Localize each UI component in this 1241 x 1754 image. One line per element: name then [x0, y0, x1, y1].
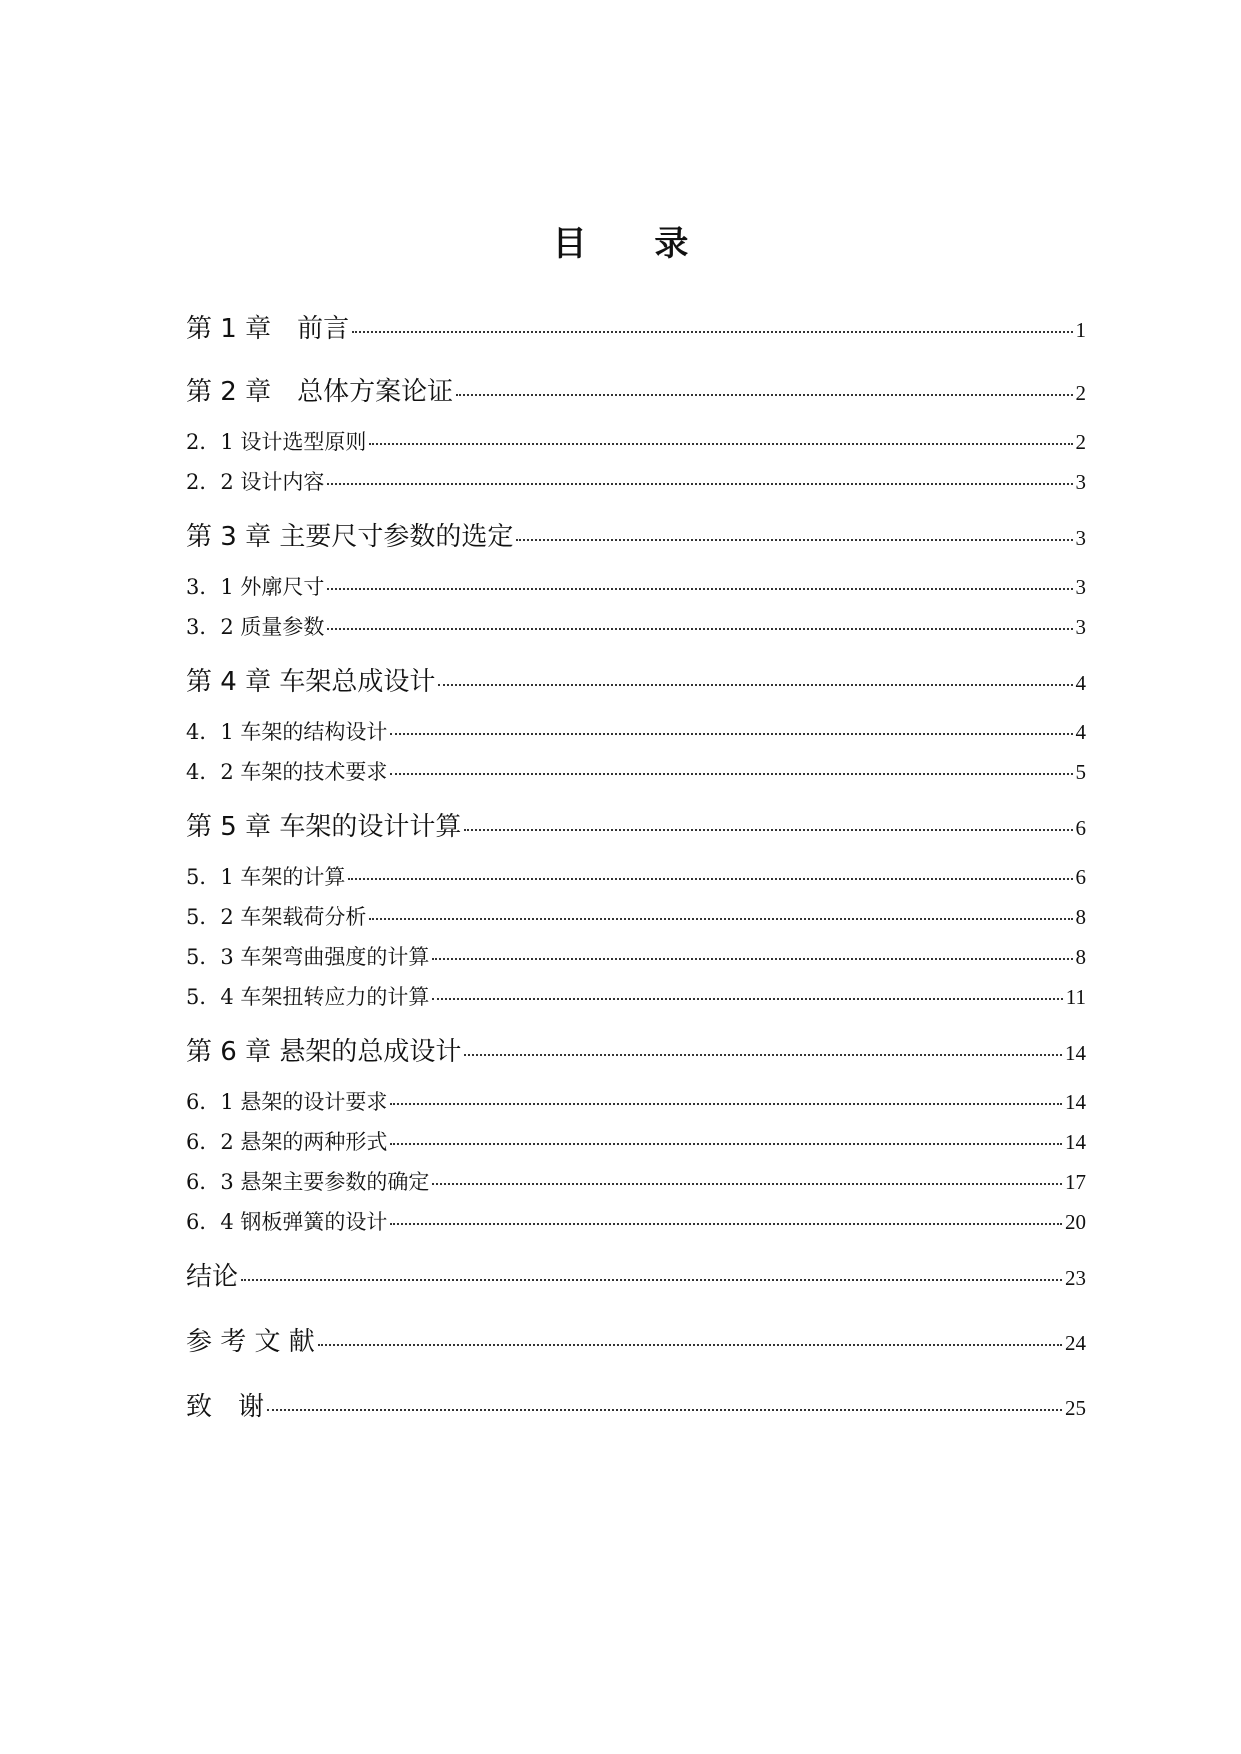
toc-entry-page: 14 — [1065, 1130, 1086, 1154]
leader-dots — [267, 1409, 1062, 1411]
toc-entry-label: 2．2 设计内容 — [186, 470, 325, 494]
leader-dots — [390, 733, 1072, 735]
leader-dots — [390, 1103, 1062, 1105]
leader-dots — [432, 1183, 1062, 1185]
toc-entry-label: 6．3 悬架主要参数的确定 — [186, 1170, 430, 1194]
leader-dots — [438, 684, 1072, 686]
toc-entry-page: 2 — [1075, 430, 1086, 454]
toc-entry-label: 6．4 钢板弹簧的设计 — [186, 1210, 388, 1234]
toc-entry-label: 第 6 章 悬架的总成设计 — [186, 1037, 462, 1067]
toc-entry-page: 3 — [1075, 470, 1086, 494]
toc-entry-page: 17 — [1065, 1170, 1086, 1194]
toc-entry-page: 23 — [1065, 1266, 1086, 1290]
toc-entry-section-3-2[interactable] — [186, 611, 1086, 641]
toc-entry-page: 25 — [1065, 1396, 1086, 1420]
toc-entry-section-5-3[interactable] — [186, 941, 1086, 971]
toc-entry-chapter-5[interactable] — [186, 806, 1086, 843]
toc-title: 目 录 — [552, 224, 717, 264]
toc-entry-page: 5 — [1075, 760, 1086, 784]
toc-entry-label: 4．2 车架的技术要求 — [186, 760, 388, 784]
toc-entry-section-2-1[interactable] — [186, 426, 1086, 456]
toc-entry-section-5-1[interactable] — [186, 861, 1086, 891]
toc-entry-section-6-1[interactable] — [186, 1086, 1086, 1116]
leader-dots — [241, 1279, 1062, 1281]
leader-dots — [369, 918, 1072, 920]
toc-entry-label: 5．3 车架弯曲强度的计算 — [186, 945, 430, 969]
toc-entry-label: 致 谢 — [186, 1392, 265, 1422]
toc-entry-label: 4．1 车架的结构设计 — [186, 720, 388, 744]
toc-entry-page: 4 — [1075, 720, 1086, 744]
toc-entry-page: 1 — [1075, 318, 1086, 342]
toc-entry-page: 2 — [1075, 381, 1086, 405]
toc-entry-section-2-2[interactable] — [186, 466, 1086, 496]
toc-entry-page: 3 — [1075, 526, 1086, 550]
toc-entry-label: 3．2 质量参数 — [186, 615, 325, 639]
toc-entry-label: 6．1 悬架的设计要求 — [186, 1090, 388, 1114]
leader-dots — [456, 394, 1072, 396]
toc-entry-page: 3 — [1075, 615, 1086, 639]
leader-dots — [464, 829, 1072, 831]
toc-entry-section-5-4[interactable] — [186, 981, 1086, 1011]
leader-dots — [318, 1344, 1062, 1346]
toc-entry-label: 参 考 文 献 — [186, 1327, 315, 1357]
toc-entry-section-4-2[interactable] — [186, 756, 1086, 786]
leader-dots — [327, 588, 1072, 590]
toc-entry-page: 8 — [1075, 905, 1086, 929]
toc-entry-page: 3 — [1075, 575, 1086, 599]
leader-dots — [390, 773, 1072, 775]
toc-entry-section-6-4[interactable] — [186, 1206, 1086, 1236]
leader-dots — [327, 628, 1072, 630]
toc-entry-chapter-2[interactable] — [186, 371, 1086, 408]
leader-dots — [432, 998, 1062, 1000]
leader-dots — [432, 958, 1072, 960]
toc-entry-label: 5．1 车架的计算 — [186, 865, 346, 889]
toc-entry-page: 24 — [1065, 1331, 1086, 1355]
toc-entry-page: 8 — [1075, 945, 1086, 969]
toc-entry-chapter-4[interactable] — [186, 661, 1086, 698]
toc-entry-page: 14 — [1065, 1090, 1086, 1114]
toc-entry-chapter-1[interactable] — [186, 308, 1086, 345]
toc-entry-page: 20 — [1065, 1210, 1086, 1234]
toc-entry-label: 6．2 悬架的两种形式 — [186, 1130, 388, 1154]
leader-dots — [390, 1223, 1062, 1225]
toc-entry-label: 第 3 章 主要尺寸参数的选定 — [186, 522, 514, 552]
leader-dots — [369, 443, 1072, 445]
toc-entry-references[interactable] — [186, 1321, 1086, 1358]
toc-entry-label: 第 4 章 车架总成设计 — [186, 667, 436, 697]
toc-entry-section-3-1[interactable] — [186, 571, 1086, 601]
leader-dots — [348, 878, 1072, 880]
toc-entry-label: 3．1 外廓尺寸 — [186, 575, 325, 599]
toc-entry-label: 第 5 章 车架的设计计算 — [186, 812, 462, 842]
leader-dots — [516, 539, 1072, 541]
toc-entry-chapter-6[interactable] — [186, 1031, 1086, 1068]
toc-entry-label: 5．4 车架扭转应力的计算 — [186, 985, 430, 1009]
toc-entry-page: 11 — [1065, 985, 1086, 1009]
toc-entry-chapter-3[interactable] — [186, 516, 1086, 553]
toc-entry-section-5-2[interactable] — [186, 901, 1086, 931]
leader-dots — [352, 331, 1072, 333]
toc-entry-label: 结论 — [186, 1262, 239, 1292]
leader-dots — [327, 483, 1072, 485]
toc-entry-label: 第 2 章 总体方案论证 — [186, 377, 454, 407]
toc-entry-label: 5．2 车架载荷分析 — [186, 905, 367, 929]
toc-entry-page: 6 — [1075, 865, 1086, 889]
toc-entry-acknowledgements[interactable] — [186, 1386, 1086, 1423]
leader-dots — [390, 1143, 1062, 1145]
toc-entry-section-6-2[interactable] — [186, 1126, 1086, 1156]
toc-entry-label: 2．1 设计选型原则 — [186, 430, 367, 454]
toc-entry-label: 第 1 章 前言 — [186, 314, 350, 344]
toc-entry-section-4-1[interactable] — [186, 716, 1086, 746]
toc-entry-page: 4 — [1075, 671, 1086, 695]
toc-entry-page: 14 — [1065, 1041, 1086, 1065]
toc-entry-page: 6 — [1075, 816, 1086, 840]
toc-entry-conclusion[interactable] — [186, 1256, 1086, 1293]
toc-entry-section-6-3[interactable] — [186, 1166, 1086, 1196]
leader-dots — [464, 1054, 1062, 1056]
